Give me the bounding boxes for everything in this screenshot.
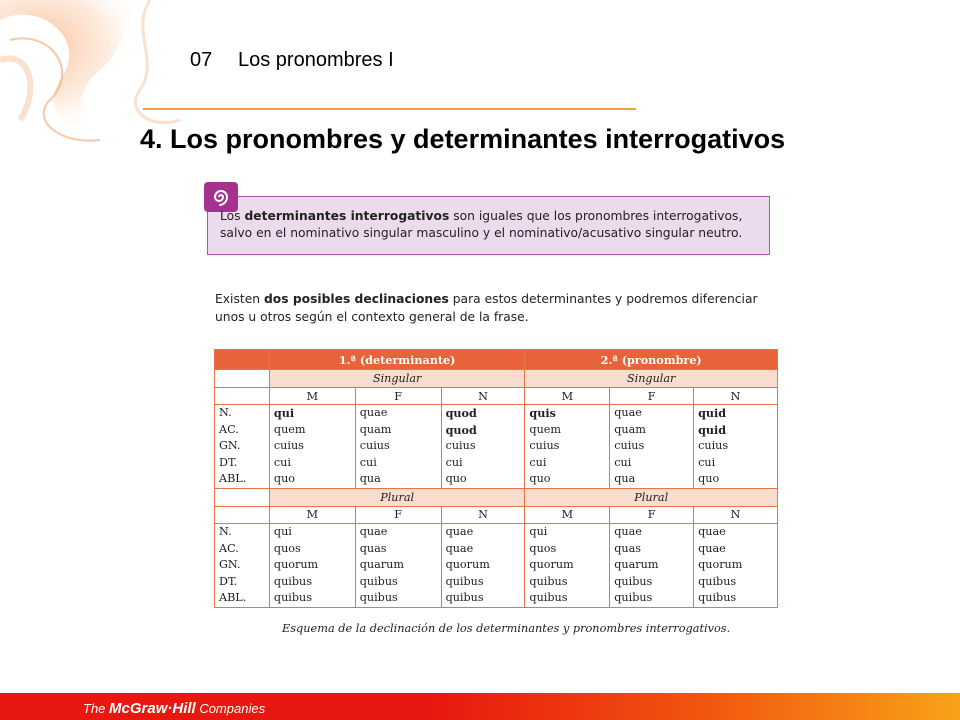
gender-label: N [694, 506, 778, 523]
form: quarum [359, 558, 404, 572]
declension-table [214, 349, 778, 608]
form: quod [445, 406, 477, 420]
singular-label: Singular [269, 370, 525, 388]
form: quae [445, 541, 474, 555]
form: quem [529, 422, 562, 436]
form: quo [698, 472, 720, 486]
header-determinante: 1.ª (determinante) [269, 350, 525, 370]
forms-cell [525, 405, 610, 489]
form: quarum [614, 558, 659, 572]
forms-row-plural [215, 523, 778, 607]
footer-suffix: Companies [195, 701, 266, 716]
gender-label: F [355, 506, 441, 523]
form: quorum [445, 558, 490, 572]
forms-cell [694, 523, 778, 607]
case-label: N. [219, 406, 232, 419]
form: cui [698, 455, 716, 469]
note-suffix: son iguales que los pronombres interrogativos, salvo en el nominativo singular masculino y el nominativo/acusativo singular neutro. [220, 209, 743, 240]
forms-cell [269, 523, 355, 607]
form: cui [273, 455, 291, 469]
form: quibus [359, 574, 398, 588]
form: quem [273, 422, 306, 436]
forms-cell [269, 405, 355, 489]
form: quae [359, 406, 388, 419]
footer-prefix: The [83, 701, 110, 716]
chapter-number: 07 [190, 49, 213, 71]
form: quae [698, 541, 726, 555]
form: quae [614, 406, 642, 419]
form: quibus [273, 574, 312, 588]
form: quibus [698, 591, 737, 605]
case-label: ABL. [219, 591, 247, 605]
form: qua [614, 472, 636, 486]
gender-row [215, 388, 778, 405]
case-label: AC. [219, 541, 239, 555]
form: quis [529, 406, 556, 420]
form: quibus [529, 591, 568, 605]
chapter-title: Los pronombres I [238, 49, 394, 71]
case-label: AC. [219, 422, 239, 436]
form: qui [273, 406, 295, 420]
number-row-plural [215, 488, 778, 506]
note-text [220, 208, 765, 242]
singular-label: Singular [525, 370, 778, 388]
gender-label: F [610, 388, 694, 405]
form: cuius [698, 439, 729, 453]
section-title: 4. Los pronombres y determinantes interrogativos [140, 124, 786, 154]
form: cuius [445, 439, 476, 453]
form: quo [273, 472, 296, 486]
case-label: N. [219, 524, 232, 538]
plural-label: Plural [525, 488, 778, 506]
form: quae [614, 524, 642, 538]
plural-label: Plural [269, 488, 525, 506]
case-label: GN. [219, 439, 241, 453]
forms-cell [355, 405, 441, 489]
forms-cell [441, 405, 525, 489]
form: cuius [273, 439, 304, 453]
forms-cell [355, 523, 441, 607]
gender-label: M [269, 388, 355, 405]
form: quid [698, 406, 727, 420]
forms-cell [441, 523, 525, 607]
form: quibus [614, 591, 653, 605]
form: quas [359, 541, 387, 555]
gender-label: N [441, 506, 525, 523]
forms-cell [525, 523, 610, 607]
table-header-row [215, 350, 778, 370]
intro-suffix: para estos determinantes y podremos diferenciar unos u otros según el contexto general de la frase. [215, 292, 758, 324]
gender-label: F [355, 388, 441, 405]
form: cuius [529, 439, 560, 453]
note-prefix: Los [220, 209, 245, 223]
gender-row [215, 506, 778, 523]
case-labels [215, 405, 270, 489]
footer-brand-name: McGraw·Hill [109, 700, 196, 717]
form: cuius [614, 439, 645, 453]
forms-row-singular [215, 405, 778, 489]
form: quibus [445, 591, 484, 605]
gender-label: M [525, 506, 610, 523]
form: quo [529, 472, 551, 486]
header-divider [143, 108, 636, 110]
form: cui [614, 455, 632, 469]
form: quibus [529, 574, 568, 588]
number-row-singular [215, 370, 778, 388]
footer-logo [83, 700, 265, 717]
gender-label: M [269, 506, 355, 523]
form: quae [445, 524, 474, 538]
form: quam [614, 422, 646, 436]
gender-label: N [694, 388, 778, 405]
form: quae [698, 524, 726, 538]
form: quod [445, 422, 477, 437]
gender-label: M [525, 388, 610, 405]
form: quorum [273, 558, 319, 572]
case-label: ABL. [219, 472, 247, 486]
form: quos [529, 541, 557, 555]
gender-label: N [441, 388, 525, 405]
form: quibus [698, 574, 737, 588]
case-labels [215, 523, 270, 607]
forms-cell [610, 405, 694, 489]
header-pronombre: 2.ª (pronombre) [525, 350, 778, 370]
form: cui [529, 455, 547, 469]
form: quos [273, 541, 301, 555]
forms-cell [610, 523, 694, 607]
form: cui [359, 455, 377, 469]
form: quorum [529, 558, 574, 572]
form: quibus [359, 591, 398, 605]
form: quibus [614, 574, 653, 588]
form: quam [359, 422, 392, 436]
form: qui [529, 524, 548, 538]
form: quas [614, 541, 642, 555]
form: quorum [698, 558, 743, 572]
form: quibus [273, 591, 312, 605]
gender-label: F [610, 506, 694, 523]
note-bold: determinantes interrogativos [244, 209, 450, 223]
case-label: GN. [219, 558, 241, 572]
intro-bold: dos posibles declinaciones [263, 292, 449, 306]
forms-cell [694, 405, 778, 489]
form: quibus [445, 574, 484, 588]
form: cui [445, 455, 463, 469]
table-caption: Esquema de la declinación de los determinantes y pronombres interrogativos. [282, 622, 731, 635]
form: qua [359, 472, 381, 486]
intro-paragraph [215, 290, 780, 326]
form: quid [698, 422, 727, 437]
form: qui [273, 524, 292, 538]
case-label: DT. [219, 455, 238, 469]
form: cuius [359, 439, 390, 453]
intro-prefix: Existen [215, 292, 264, 306]
form: quae [359, 524, 388, 538]
case-label: DT. [219, 574, 238, 588]
form: quo [445, 472, 467, 486]
